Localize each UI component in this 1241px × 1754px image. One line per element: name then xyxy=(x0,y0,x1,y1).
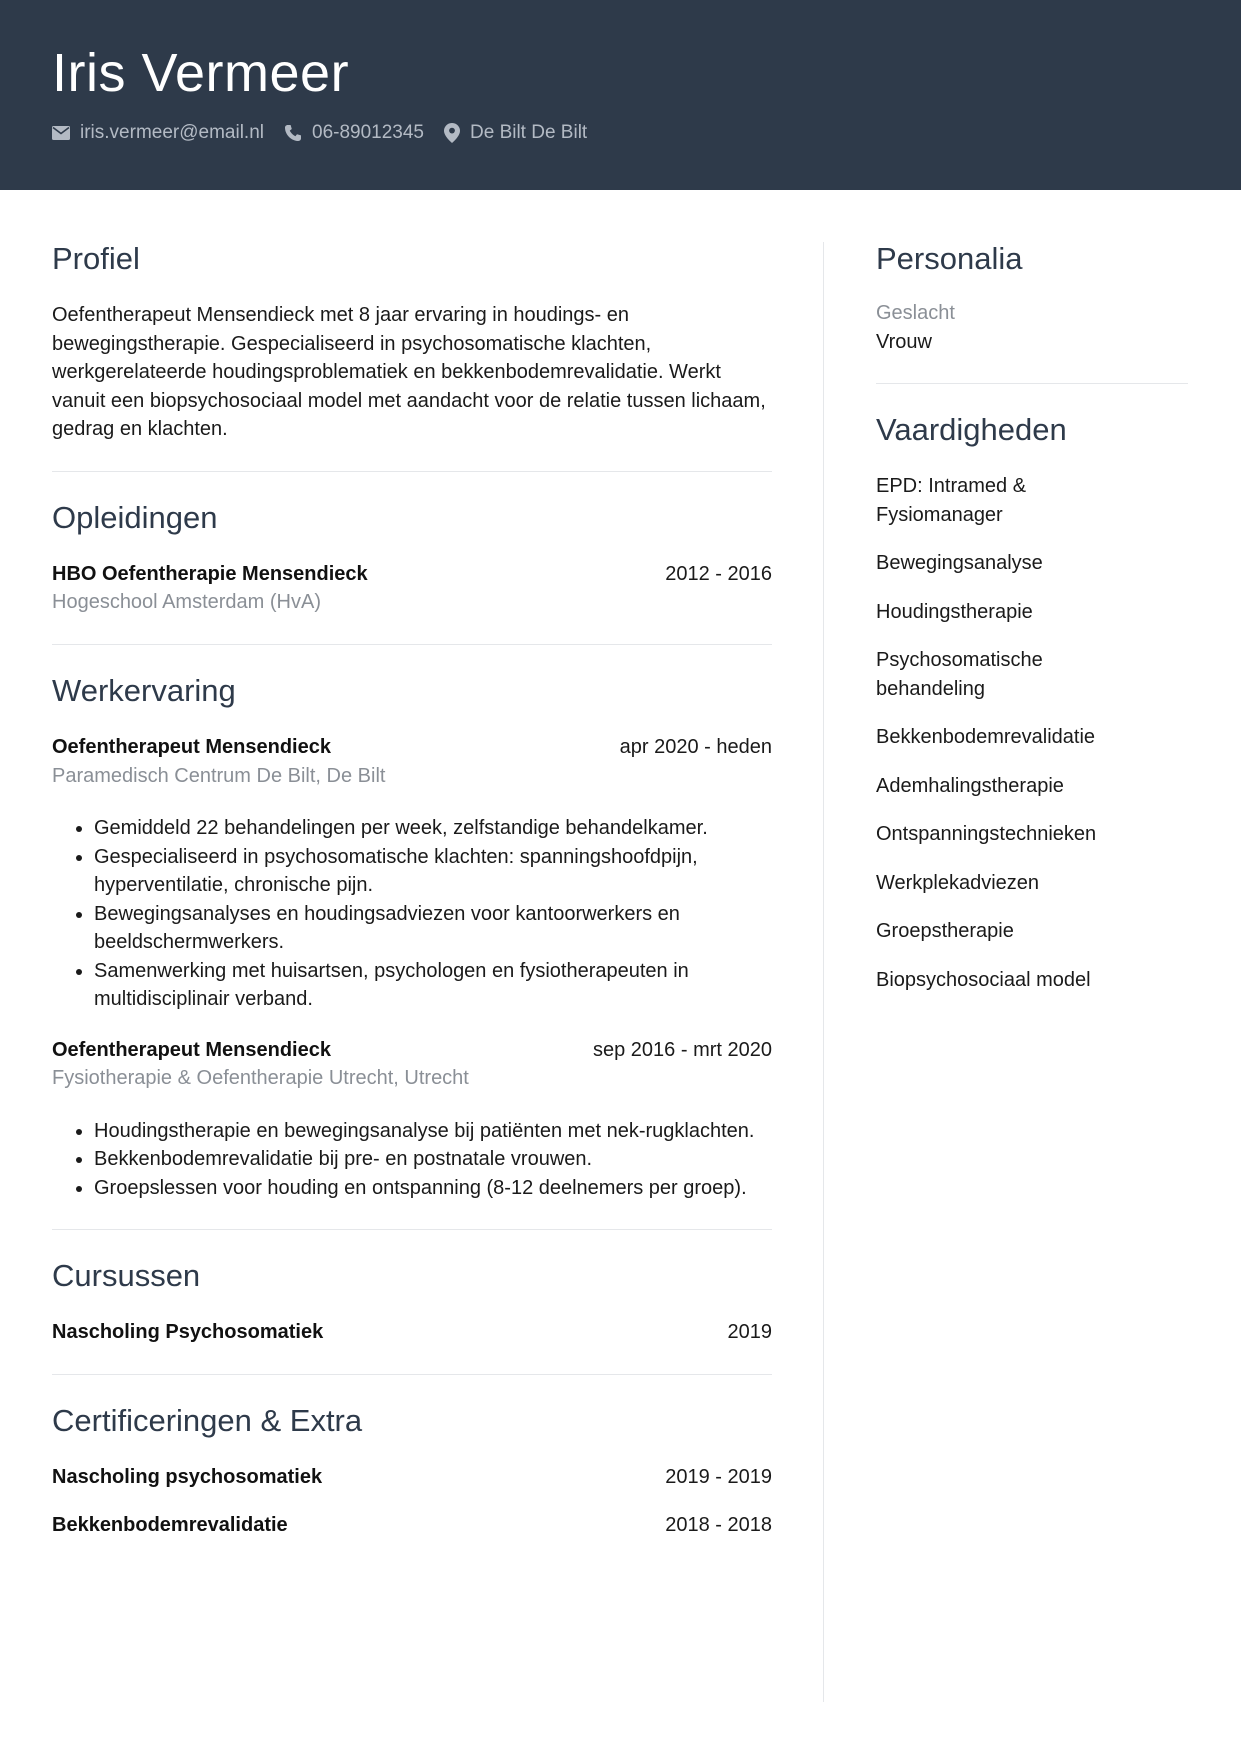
certification-entry xyxy=(52,1463,772,1492)
section-divider xyxy=(52,1374,772,1375)
contact-location xyxy=(444,122,587,144)
section-divider xyxy=(876,383,1188,384)
section-divider xyxy=(52,1229,772,1230)
education-school: Hogeschool Amsterdam (HvA) xyxy=(52,591,321,614)
section-title-education: Opleidingen xyxy=(52,499,218,535)
header-banner xyxy=(0,0,1241,190)
experience-role: Oefentherapeut Mensendieck xyxy=(52,736,331,759)
course-dates: 2019 xyxy=(727,1321,772,1344)
section-experience xyxy=(52,672,772,1202)
section-divider xyxy=(52,471,772,472)
certification-entry xyxy=(52,1511,772,1540)
phone-icon xyxy=(284,124,302,142)
entry-head xyxy=(52,1511,772,1540)
skill-item: Biopsychosociaal model xyxy=(876,968,1091,991)
list-item: • Samenwerking met huisartsen, psychologen en fysiotherapeuten in multidisciplinair verband. xyxy=(94,957,772,1014)
certification-name: Bekkenbodemrevalidatie xyxy=(52,1514,288,1537)
gender-label: Geslacht xyxy=(876,302,955,325)
list-item: • Gespecialiseerd in psychosomatische klachten: spanningshoofdpijn, hyperventilatie, chronische pijn. xyxy=(94,843,772,900)
section-profile xyxy=(52,240,772,444)
list-item: • Gemiddeld 22 behandelingen per week, zelfstandige behandelkamer. xyxy=(94,814,772,843)
entry-head xyxy=(52,1463,772,1492)
skill-item: Psychosomatische behandeling xyxy=(876,649,1043,700)
certification-name: Nascholing psychosomatiek xyxy=(52,1465,323,1488)
contact-phone[interactable] xyxy=(284,122,424,144)
section-skills xyxy=(876,411,1188,994)
section-education xyxy=(52,499,772,617)
contact-row xyxy=(52,122,607,144)
experience-entry xyxy=(52,1036,772,1203)
list-item: • Groepslessen voor houding en ontspanning (8-12 deelnemers per groep). xyxy=(94,1174,772,1203)
phone-text: 06-89012345 xyxy=(312,122,424,143)
experience-role: Oefentherapeut Mensendieck xyxy=(52,1038,331,1061)
location-pin-icon xyxy=(444,123,460,143)
email-text: iris.vermeer@email.nl xyxy=(80,122,264,143)
gender-value: Vrouw xyxy=(876,330,932,353)
column-divider xyxy=(823,242,824,1702)
skill-item: Houdingstherapie xyxy=(876,600,1033,623)
entry-head xyxy=(52,733,772,762)
location-text: De Bilt De Bilt xyxy=(470,122,588,143)
main-column xyxy=(52,240,772,1540)
course-name: Nascholing Psychosomatiek xyxy=(52,1321,324,1344)
skill-item: Bewegingsanalyse xyxy=(876,552,1043,575)
section-title-profile: Profiel xyxy=(52,241,140,276)
skill-item: Ademhalingstherapie xyxy=(876,774,1064,797)
experience-bullets xyxy=(52,1117,772,1203)
education-degree: HBO Oefentherapie Mensendieck xyxy=(52,562,368,585)
certification-dates: 2018 - 2018 xyxy=(665,1514,772,1537)
list-item: • Bewegingsanalyses en houdingsadviezen voor kantoorwerkers en beeldschermwerkers. xyxy=(94,900,772,957)
course-entry xyxy=(52,1318,772,1347)
experience-bullets xyxy=(52,814,772,1014)
entry-head xyxy=(52,1318,772,1347)
education-entry xyxy=(52,560,772,617)
experience-employer: Fysiotherapie & Oefentherapie Utrecht, Utrecht xyxy=(52,1067,469,1090)
section-title-certifications: Certificeringen & Extra xyxy=(52,1402,363,1438)
experience-dates: sep 2016 - mrt 2020 xyxy=(593,1038,772,1061)
entry-head xyxy=(52,560,772,589)
section-certifications xyxy=(52,1402,772,1540)
experience-employer: Paramedisch Centrum De Bilt, De Bilt xyxy=(52,764,386,787)
experience-dates: apr 2020 - heden xyxy=(619,736,772,759)
certification-dates: 2019 - 2019 xyxy=(665,1465,772,1488)
candidate-name: Iris Vermeer xyxy=(52,43,350,103)
skill-item: Werkplekadviezen xyxy=(876,871,1040,894)
profile-text: Oefentherapeut Mensendieck met 8 jaar ervaring in houdings- en bewegingstherapie. Gespecialiseerd in psychosomatische klachten, werkgerelateerde houdingsproblematiek en bekkenbodemrevalidatie. Werkt vanuit een biopsychosociaal model met aandacht voor de relatie tussen lichaam, gedrag en klachten. xyxy=(52,304,766,441)
experience-entry xyxy=(52,733,772,1014)
section-title-courses: Cursussen xyxy=(52,1258,201,1294)
skill-item: Ontspanningstechnieken xyxy=(876,823,1097,846)
section-title-personal: Personalia xyxy=(876,241,1023,276)
entry-head xyxy=(52,1036,772,1065)
skill-item: EPD: Intramed & Fysiomanager xyxy=(876,475,1027,526)
skill-item: Bekkenbodemrevalidatie xyxy=(876,726,1096,749)
section-title-experience: Werkervaring xyxy=(52,672,236,708)
section-courses xyxy=(52,1257,772,1347)
side-column xyxy=(876,240,1188,1014)
skill-item: Groepstherapie xyxy=(876,920,1014,943)
envelope-icon xyxy=(52,126,70,140)
list-item: • Houdingstherapie en bewegingsanalyse bij patiënten met nek-rugklachten. xyxy=(94,1117,772,1146)
skills-list xyxy=(876,472,1146,994)
list-item: • Bekkenbodemrevalidatie bij pre- en postnatale vrouwen. xyxy=(94,1145,772,1174)
contact-email[interactable] xyxy=(52,122,264,144)
education-dates: 2012 - 2016 xyxy=(665,562,772,585)
section-title-skills: Vaardigheden xyxy=(876,412,1067,448)
section-divider xyxy=(52,644,772,645)
section-personal xyxy=(876,240,1188,356)
